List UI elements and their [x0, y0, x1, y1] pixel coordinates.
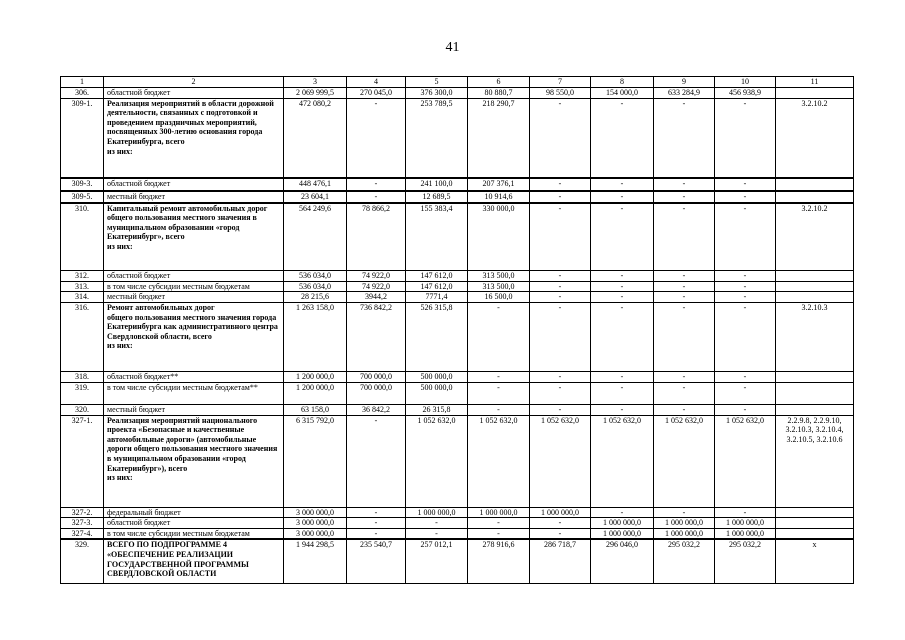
value-cell: - [654, 191, 715, 203]
value-cell: 10 914,6 [468, 191, 530, 203]
table-row [61, 203, 854, 271]
row-number-cell: 320. [61, 404, 104, 415]
value-cell: 700 000,0 [347, 382, 406, 404]
budget-table [60, 76, 854, 584]
reference-cell [776, 382, 854, 404]
value-cell: - [654, 203, 715, 271]
value-cell: - [715, 191, 776, 203]
value-cell: - [347, 415, 406, 507]
value-cell: - [654, 404, 715, 415]
row-name-cell: в том числе субсидии местным бюджетам [104, 528, 284, 539]
value-cell: - [530, 302, 591, 371]
value-cell: - [715, 281, 776, 292]
value-cell: 98 550,0 [530, 88, 591, 99]
row-number-cell: 313. [61, 281, 104, 292]
header-cell: 3 [284, 77, 347, 88]
value-cell: - [468, 404, 530, 415]
row-name-cell: ВСЕГО ПО ПОДПРОГРАММЕ 4 «ОБЕСПЕЧЕНИЕ РЕАЛИЗАЦИИ ГОСУДАРСТВЕННОЙ ПРОГРАММЫ СВЕРДЛОВСКОЙ ОБЛАСТИ [104, 539, 284, 583]
value-cell: - [406, 518, 468, 529]
value-cell: 1 052 632,0 [530, 415, 591, 507]
value-cell: - [715, 371, 776, 382]
value-cell: 1 000 000,0 [530, 507, 591, 518]
row-number-cell: 314. [61, 292, 104, 303]
value-cell: - [530, 528, 591, 539]
value-cell: - [654, 281, 715, 292]
value-cell: 313 500,0 [468, 271, 530, 282]
row-number-cell: 316. [61, 302, 104, 371]
header-cell: 9 [654, 77, 715, 88]
reference-cell [776, 518, 854, 529]
value-cell: - [591, 191, 654, 203]
value-cell: 218 290,7 [468, 98, 530, 178]
value-cell: - [468, 371, 530, 382]
value-cell: 536 034,0 [284, 281, 347, 292]
value-cell: - [468, 382, 530, 404]
reference-cell [776, 191, 854, 203]
value-cell: 3 000 000,0 [284, 528, 347, 539]
reference-cell [776, 88, 854, 99]
reference-cell [776, 528, 854, 539]
row-number-cell: 306. [61, 88, 104, 99]
row-number-cell: 309-1. [61, 98, 104, 178]
row-number-cell: 309-5. [61, 191, 104, 203]
value-cell: - [654, 178, 715, 191]
row-number-cell: 327-3. [61, 518, 104, 529]
value-cell: 1 200 000,0 [284, 371, 347, 382]
value-cell: 500 000,0 [406, 371, 468, 382]
header-cell: 10 [715, 77, 776, 88]
value-cell: 1 000 000,0 [715, 528, 776, 539]
reference-cell: 3.2.10.2 [776, 98, 854, 178]
value-cell: - [347, 178, 406, 191]
value-cell: 2 069 999,5 [284, 88, 347, 99]
value-cell: 74 922,0 [347, 281, 406, 292]
row-name-cell: Ремонт автомобильных дорог общего пользования местного значения города Екатеринбурга как административного центра Свердловской области, всего из них: [104, 302, 284, 371]
reference-cell [776, 292, 854, 303]
value-cell: 241 100,0 [406, 178, 468, 191]
value-cell: 295 032,2 [715, 539, 776, 583]
value-cell: 16 500,0 [468, 292, 530, 303]
value-cell: 63 158,0 [284, 404, 347, 415]
row-number-cell: 327-1. [61, 415, 104, 507]
value-cell: 147 612,0 [406, 271, 468, 282]
value-cell: - [468, 302, 530, 371]
value-cell: 500 000,0 [406, 382, 468, 404]
table-row [61, 88, 854, 99]
value-cell: - [591, 302, 654, 371]
header-cell: 11 [776, 77, 854, 88]
value-cell: 448 476,1 [284, 178, 347, 191]
table-row [61, 539, 854, 583]
table-row [61, 292, 854, 303]
row-name-cell: местный бюджет [104, 404, 284, 415]
value-cell: - [654, 507, 715, 518]
value-cell: - [347, 507, 406, 518]
value-cell: - [591, 281, 654, 292]
value-cell: 536 034,0 [284, 271, 347, 282]
value-cell: 7771,4 [406, 292, 468, 303]
row-name-cell: областной бюджет [104, 271, 284, 282]
row-name-cell: Капитальный ремонт автомобильных дорог общего пользования местного значения в муниципальном образовании «город Екатеринбург», всего из них: [104, 203, 284, 271]
value-cell: - [530, 518, 591, 529]
row-name-cell: Реализация мероприятий национального проекта «Безопасные и качественные автомобильные дороги» (автомобильные дороги общего пользования местного значения в муниципальном образовании «город Екатеринбург»), всего из них: [104, 415, 284, 507]
value-cell: - [591, 98, 654, 178]
value-cell: - [715, 382, 776, 404]
value-cell: 313 500,0 [468, 281, 530, 292]
value-cell: 1 052 632,0 [468, 415, 530, 507]
row-name-cell: областной бюджет** [104, 371, 284, 382]
header-cell: 5 [406, 77, 468, 88]
value-cell: 1 052 632,0 [654, 415, 715, 507]
page-number: 41 [445, 40, 460, 55]
value-cell: 1 000 000,0 [654, 518, 715, 529]
table-row [61, 371, 854, 382]
table-row [61, 382, 854, 404]
value-cell: - [347, 191, 406, 203]
value-cell: - [715, 98, 776, 178]
value-cell: - [530, 292, 591, 303]
value-cell: 633 284,9 [654, 88, 715, 99]
table-row [61, 271, 854, 282]
value-cell: 736 842,2 [347, 302, 406, 371]
value-cell: 257 012,1 [406, 539, 468, 583]
value-cell: 147 612,0 [406, 281, 468, 292]
value-cell: 154 000,0 [591, 88, 654, 99]
value-cell: 564 249,6 [284, 203, 347, 271]
value-cell: 80 880,7 [468, 88, 530, 99]
value-cell: 74 922,0 [347, 271, 406, 282]
value-cell: - [715, 178, 776, 191]
row-number-cell: 327-4. [61, 528, 104, 539]
value-cell: 1 000 000,0 [715, 518, 776, 529]
row-name-cell: областной бюджет [104, 178, 284, 191]
value-cell: 235 540,7 [347, 539, 406, 583]
value-cell: 270 045,0 [347, 88, 406, 99]
table-row [61, 281, 854, 292]
value-cell: 26 315,8 [406, 404, 468, 415]
value-cell: - [530, 404, 591, 415]
value-cell: 1 000 000,0 [654, 528, 715, 539]
value-cell: 3 000 000,0 [284, 518, 347, 529]
row-number-cell: 309-3. [61, 178, 104, 191]
value-cell: - [591, 404, 654, 415]
value-cell: - [530, 191, 591, 203]
row-name-cell: местный бюджет [104, 191, 284, 203]
value-cell: - [591, 382, 654, 404]
header-row [61, 77, 854, 88]
value-cell: - [347, 98, 406, 178]
table-row [61, 415, 854, 507]
value-cell: 1 200 000,0 [284, 382, 347, 404]
row-number-cell: 310. [61, 203, 104, 271]
value-cell: - [530, 281, 591, 292]
reference-cell [776, 178, 854, 191]
header-cell: 8 [591, 77, 654, 88]
value-cell: 1 052 632,0 [406, 415, 468, 507]
value-cell: - [468, 528, 530, 539]
header-cell: 1 [61, 77, 104, 88]
table-row [61, 507, 854, 518]
value-cell: - [591, 203, 654, 271]
row-name-cell: местный бюджет [104, 292, 284, 303]
value-cell: - [468, 518, 530, 529]
reference-cell: х [776, 539, 854, 583]
value-cell: - [715, 302, 776, 371]
row-number-cell: 329. [61, 539, 104, 583]
value-cell: 1 000 000,0 [468, 507, 530, 518]
value-cell: 3944,2 [347, 292, 406, 303]
reference-cell: 2.2.9.8, 2.2.9.10, 3.2.10.3, 3.2.10.4, 3.2.10.5, 3.2.10.6 [776, 415, 854, 507]
value-cell: - [530, 371, 591, 382]
row-name-cell: в том числе субсидии местным бюджетам [104, 281, 284, 292]
value-cell: - [715, 507, 776, 518]
value-cell: 376 300,0 [406, 88, 468, 99]
value-cell: - [530, 98, 591, 178]
value-cell: 155 383,4 [406, 203, 468, 271]
value-cell: 6 315 792,0 [284, 415, 347, 507]
value-cell: - [654, 302, 715, 371]
value-cell: 36 842,2 [347, 404, 406, 415]
header-cell: 2 [104, 77, 284, 88]
row-name-cell: в том числе субсидии местным бюджетам** [104, 382, 284, 404]
value-cell: 1 263 158,0 [284, 302, 347, 371]
value-cell: 23 604,1 [284, 191, 347, 203]
value-cell: - [654, 271, 715, 282]
value-cell: 472 080,2 [284, 98, 347, 178]
value-cell: - [654, 382, 715, 404]
value-cell: 700 000,0 [347, 371, 406, 382]
row-name-cell: Реализация мероприятий в области дорожной деятельности, связанных с подготовкой и проведением праздничных мероприятий, посвященных 300-летию основания города Екатеринбурга, всего из них: [104, 98, 284, 178]
value-cell: - [591, 292, 654, 303]
reference-cell [776, 281, 854, 292]
row-name-cell: федеральный бюджет [104, 507, 284, 518]
value-cell: - [715, 203, 776, 271]
value-cell: - [591, 178, 654, 191]
value-cell: 1 000 000,0 [406, 507, 468, 518]
value-cell: 286 718,7 [530, 539, 591, 583]
value-cell: 207 376,1 [468, 178, 530, 191]
value-cell: 12 689,5 [406, 191, 468, 203]
value-cell: 28 215,6 [284, 292, 347, 303]
value-cell: 526 315,8 [406, 302, 468, 371]
table-row [61, 98, 854, 178]
value-cell: - [406, 528, 468, 539]
value-cell: 278 916,6 [468, 539, 530, 583]
value-cell: 295 032,2 [654, 539, 715, 583]
table-row [61, 518, 854, 529]
value-cell: - [654, 292, 715, 303]
value-cell: 253 789,5 [406, 98, 468, 178]
value-cell: 78 866,2 [347, 203, 406, 271]
value-cell: - [347, 518, 406, 529]
header-cell: 6 [468, 77, 530, 88]
value-cell: - [715, 292, 776, 303]
value-cell: - [591, 507, 654, 518]
row-name-cell: областной бюджет [104, 518, 284, 529]
value-cell: - [715, 271, 776, 282]
value-cell: - [530, 271, 591, 282]
row-number-cell: 319. [61, 382, 104, 404]
header-cell: 7 [530, 77, 591, 88]
value-cell: - [654, 371, 715, 382]
header-cell: 4 [347, 77, 406, 88]
table-row [61, 302, 854, 371]
value-cell: 456 938,9 [715, 88, 776, 99]
reference-cell [776, 404, 854, 415]
value-cell: 1 944 298,5 [284, 539, 347, 583]
row-name-cell: областной бюджет [104, 88, 284, 99]
value-cell: - [715, 404, 776, 415]
value-cell: - [347, 528, 406, 539]
value-cell: 3 000 000,0 [284, 507, 347, 518]
value-cell: 1 052 632,0 [591, 415, 654, 507]
row-number-cell: 318. [61, 371, 104, 382]
value-cell: - [530, 203, 591, 271]
value-cell: 1 000 000,0 [591, 528, 654, 539]
table-row [61, 178, 854, 191]
value-cell: - [591, 371, 654, 382]
table-row [61, 404, 854, 415]
table-row [61, 191, 854, 203]
value-cell: - [654, 98, 715, 178]
value-cell: 330 000,0 [468, 203, 530, 271]
value-cell: 296 046,0 [591, 539, 654, 583]
reference-cell: 3.2.10.2 [776, 203, 854, 271]
value-cell: - [530, 178, 591, 191]
table-row [61, 528, 854, 539]
value-cell: 1 052 632,0 [715, 415, 776, 507]
reference-cell: 3.2.10.3 [776, 302, 854, 371]
value-cell: - [530, 382, 591, 404]
value-cell: 1 000 000,0 [591, 518, 654, 529]
row-number-cell: 312. [61, 271, 104, 282]
value-cell: - [591, 271, 654, 282]
reference-cell [776, 371, 854, 382]
reference-cell [776, 271, 854, 282]
reference-cell [776, 507, 854, 518]
row-number-cell: 327-2. [61, 507, 104, 518]
